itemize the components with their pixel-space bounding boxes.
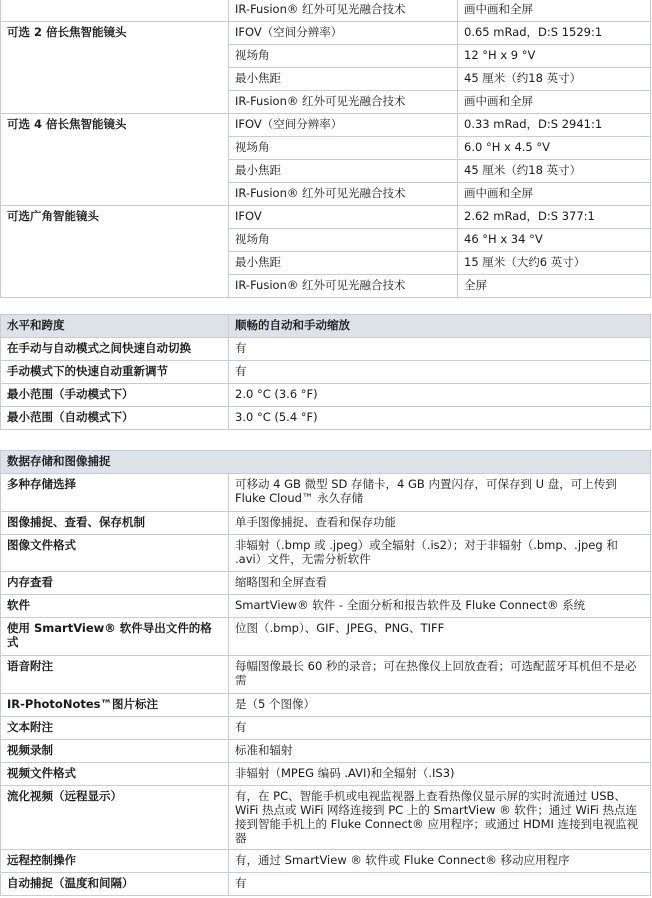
- spec-value: 有: [229, 338, 651, 361]
- property-cell: 视场角: [229, 137, 458, 160]
- lens-group-2x-tele: 可选 2 倍长焦智能镜头: [1, 22, 229, 114]
- spec-key: 图像文件格式: [1, 535, 229, 572]
- table-row: [1, 384, 651, 407]
- spec-value: SmartView® 软件 - 全面分析和报告软件及 Fluke Connect® 系统: [229, 595, 651, 618]
- spec-key: 内存查看: [1, 572, 229, 595]
- value-cell: 0.33 mRad，D:S 2941:1: [458, 114, 651, 137]
- spec-key: 自动捕捉（温度和间隔）: [1, 873, 229, 896]
- spec-key: 视频文件格式: [1, 763, 229, 786]
- value-cell: 12 °H x 9 °V: [458, 45, 651, 68]
- spec-key: 最小范围（自动模式下）: [1, 407, 229, 430]
- storage-table: [0, 450, 651, 896]
- property-cell: 最小焦距: [229, 160, 458, 183]
- section-header-row: [1, 451, 651, 474]
- section-spacer: [0, 298, 652, 314]
- section-header-title: 水平和跨度: [1, 315, 229, 338]
- table-row: [1, 786, 651, 850]
- spec-value: 位图（.bmp）、GIF、JPEG、PNG、TIFF: [229, 618, 651, 656]
- property-cell: 视场角: [229, 45, 458, 68]
- table-row: [1, 512, 651, 535]
- spec-value: 有: [229, 873, 651, 896]
- property-cell: IR-Fusion® 红外可见光融合技术: [229, 183, 458, 206]
- table-row: [1, 535, 651, 572]
- spec-key: 最小范围（手动模式下）: [1, 384, 229, 407]
- value-cell: 2.62 mRad，D:S 377:1: [458, 206, 651, 229]
- property-cell: IR-Fusion® 红外可见光融合技术: [229, 0, 458, 22]
- spec-value: 是（5 个图像）: [229, 694, 651, 717]
- spec-key: 多种存储选择: [1, 474, 229, 512]
- spec-value: 有: [229, 717, 651, 740]
- value-cell: 0.65 mRad，D:S 1529:1: [458, 22, 651, 45]
- table-row: [1, 595, 651, 618]
- value-cell: 全屏: [458, 275, 651, 298]
- spec-key: 图像捕捉、查看、保存机制: [1, 512, 229, 535]
- spec-key: 文本附注: [1, 717, 229, 740]
- spec-key: 语音附注: [1, 656, 229, 694]
- spec-value: 有，通过 SmartView ® 软件或 Fluke Connect® 移动应用程序: [229, 850, 651, 873]
- table-row: [1, 407, 651, 430]
- spec-value: 单手图像捕捉、查看和保存功能: [229, 512, 651, 535]
- spec-value: 标准和辐射: [229, 740, 651, 763]
- section-header-title: 数据存储和图像捕捉: [1, 451, 651, 474]
- value-cell: 画中画和全屏: [458, 0, 651, 22]
- table-row: [1, 873, 651, 896]
- spec-key: 手动模式下的快速自动重新调节: [1, 361, 229, 384]
- table-row: [1, 22, 651, 45]
- value-cell: 画中画和全屏: [458, 183, 651, 206]
- property-cell: 最小焦距: [229, 252, 458, 275]
- table-row: [1, 572, 651, 595]
- table-row: [1, 763, 651, 786]
- section-spacer: [0, 430, 652, 450]
- property-cell: IFOV: [229, 206, 458, 229]
- table-row: [1, 694, 651, 717]
- level-span-table: [0, 314, 651, 430]
- table-row: [1, 656, 651, 694]
- spec-key: 软件: [1, 595, 229, 618]
- table-row: [1, 206, 651, 229]
- spec-value: 非辐射（.bmp 或 .jpeg）或全辐射（.is2）；对于非辐射（.bmp、.jpeg 和 .avi）文件，无需分析软件: [229, 535, 651, 572]
- section-header-row: [1, 315, 651, 338]
- table-row: [1, 0, 651, 22]
- property-cell: IFOV（空间分辨率）: [229, 22, 458, 45]
- table-row: [1, 474, 651, 512]
- value-cell: 46 °H x 34 °V: [458, 229, 651, 252]
- property-cell: 最小焦距: [229, 68, 458, 91]
- lens-group-wide: 可选广角智能镜头: [1, 206, 229, 298]
- table-row: [1, 618, 651, 656]
- lens-group-cell: [1, 0, 229, 22]
- table-row: [1, 850, 651, 873]
- section-header-value: 顺畅的自动和手动缩放: [229, 315, 651, 338]
- spec-value: 2.0 °C (3.6 °F): [229, 384, 651, 407]
- value-cell: 画中画和全屏: [458, 91, 651, 114]
- value-cell: 15 厘米（大约6 英寸）: [458, 252, 651, 275]
- spec-key: IR-PhotoNotes™图片标注: [1, 694, 229, 717]
- table-row: [1, 114, 651, 137]
- property-cell: IFOV（空间分辨率）: [229, 114, 458, 137]
- lens-group-4x-tele: 可选 4 倍长焦智能镜头: [1, 114, 229, 206]
- value-cell: 45 厘米（约18 英寸）: [458, 68, 651, 91]
- value-cell: 45 厘米（约18 英寸）: [458, 160, 651, 183]
- spec-key: 远程控制操作: [1, 850, 229, 873]
- lens-options-table: [0, 0, 651, 298]
- spec-value: 每幅图像最长 60 秒的录音；可在热像仪上回放查看；可选配蓝牙耳机但不是必需: [229, 656, 651, 694]
- spec-value: 可移动 4 GB 微型 SD 存储卡，4 GB 内置闪存，可保存到 U 盘，可上传到 Fluke Cloud™ 永久存储: [229, 474, 651, 512]
- property-cell: IR-Fusion® 红外可见光融合技术: [229, 275, 458, 298]
- value-cell: 6.0 °H x 4.5 °V: [458, 137, 651, 160]
- spec-key: 流化视频（远程显示）: [1, 786, 229, 850]
- table-row: [1, 338, 651, 361]
- spec-key: 使用 SmartView® 软件导出文件的格式: [1, 618, 229, 656]
- spec-value: 3.0 °C (5.4 °F): [229, 407, 651, 430]
- table-row: [1, 740, 651, 763]
- spec-value: 非辐射（MPEG 编码 .AVI)和全辐射（.IS3): [229, 763, 651, 786]
- spec-key: 在手动与自动模式之间快速自动切换: [1, 338, 229, 361]
- spec-value: 缩略图和全屏查看: [229, 572, 651, 595]
- table-row: [1, 361, 651, 384]
- property-cell: IR-Fusion® 红外可见光融合技术: [229, 91, 458, 114]
- spec-key: 视频录制: [1, 740, 229, 763]
- spec-value: 有，在 PC、智能手机或电视监视器上查看热像仪显示屏的实时流通过 USB、WiFi 热点或 WiFi 网络连接到 PC 上的 SmartView ® 软件；通过 WiFi 热点连接到智能手机上的 Fluke Connect® 应用程序；或通过 HDMI 连接到电视监视器: [229, 786, 651, 850]
- spec-value: 有: [229, 361, 651, 384]
- table-row: [1, 717, 651, 740]
- property-cell: 视场角: [229, 229, 458, 252]
